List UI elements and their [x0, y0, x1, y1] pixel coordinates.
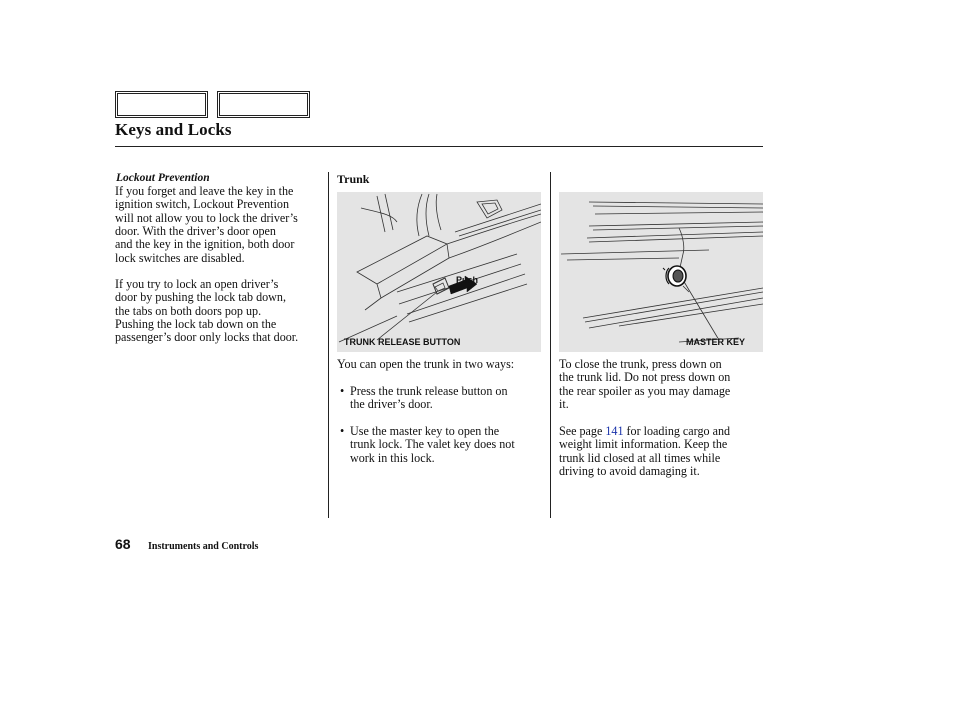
master-key-caption: MASTER KEY: [686, 337, 746, 347]
trunk-release-caption: TRUNK RELEASE BUTTON: [344, 337, 461, 347]
text-fragment: for loading cargo and: [623, 424, 731, 438]
text-line: Pushing the lock tab down on the: [115, 317, 277, 332]
page-title: Keys and Locks: [115, 120, 232, 139]
bullet-icon: •: [340, 424, 345, 438]
bullet-icon: •: [340, 384, 345, 398]
nav-box-previous[interactable]: [115, 91, 208, 118]
lockout-paragraph-1: [115, 185, 298, 265]
text-line: To close the trunk, press down on: [559, 357, 722, 371]
page-number: 68: [115, 536, 131, 552]
trunk-heading: Trunk: [337, 172, 370, 186]
text-line: the driver’s door.: [350, 397, 433, 412]
master-key-illustration: [559, 192, 763, 352]
bullet-item-master-key: [340, 425, 545, 467]
text-line: ignition switch, Lockout Prevention: [115, 197, 289, 212]
bullet-item-release-button: [340, 385, 545, 413]
text-line: door by pushing the lock tab down,: [115, 290, 286, 305]
nav-box-next[interactable]: [217, 91, 310, 118]
text-fragment: See page: [559, 424, 606, 438]
text-line: the tabs on both doors pop up.: [115, 303, 262, 318]
text-line: lock switches are disabled.: [115, 250, 245, 265]
lockout-paragraph-2: [115, 278, 298, 345]
footer-section-title: Instruments and Controls: [148, 541, 259, 552]
text-line: passenger’s door only locks that door.: [115, 330, 299, 345]
trunk-release-figure: [337, 192, 541, 352]
title-rule: [115, 146, 763, 147]
lockout-prevention-subhead: Lockout Prevention: [116, 172, 210, 184]
column-divider-right: [550, 172, 551, 518]
trunk-intro: You can open the trunk in two ways:: [337, 357, 515, 371]
bullet-text: [350, 385, 508, 412]
trunk-release-illustration: [337, 192, 541, 352]
text-line: If you try to lock an open driver’s: [115, 277, 279, 291]
text-line: Use the master key to open the: [350, 424, 500, 438]
push-label: Push: [456, 275, 479, 285]
text-line: driving to avoid damaging it.: [559, 464, 700, 479]
close-trunk-paragraph: [559, 358, 730, 411]
text-line: Press the trunk release button on: [350, 384, 508, 398]
text-line: [559, 425, 730, 438]
text-line: will not allow you to lock the driver’s: [115, 210, 298, 225]
text-line: door. With the driver’s door open: [115, 224, 276, 239]
page-141-link[interactable]: 141: [605, 424, 624, 438]
master-key-figure: [559, 192, 763, 352]
text-line: work in this lock.: [350, 450, 435, 465]
text-line: trunk lock. The valet key does not: [350, 437, 515, 452]
text-line: and the key in the ignition, both door: [115, 237, 295, 252]
bullet-text: [350, 425, 515, 465]
text-line: weight limit information. Keep the: [559, 437, 728, 452]
text-line: trunk lid closed at all times while: [559, 450, 721, 465]
text-line: the rear spoiler as you may damage: [559, 383, 731, 398]
cargo-info-paragraph: [559, 425, 730, 478]
text-line: If you forget and leave the key in the: [115, 184, 294, 198]
column-divider-left: [328, 172, 329, 518]
text-line: the trunk lid. Do not press down on: [559, 370, 731, 385]
text-line: it.: [559, 397, 569, 412]
